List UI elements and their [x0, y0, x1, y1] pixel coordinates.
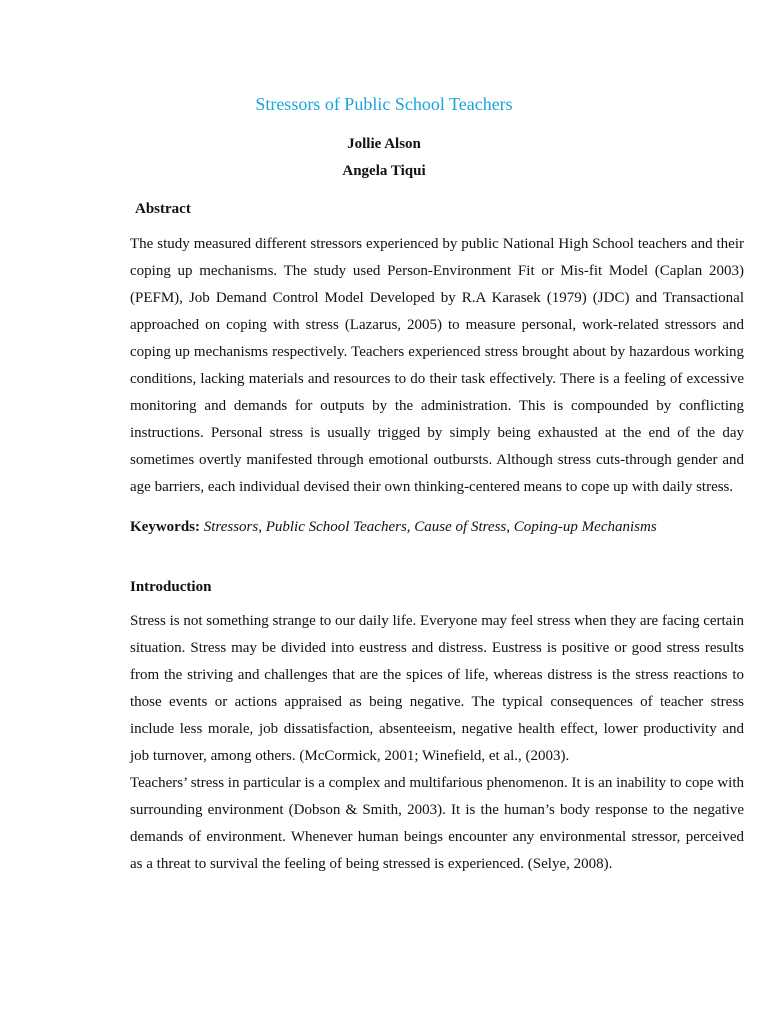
abstract-text: The study measured different stressors experienced by public National High School teachers and their coping up mechanisms. The study used Person-Environment Fit or Mis-fit Model (Caplan 2003) (PEFM), Job Demand Control Model Developed by R.A Karasek (1979) (JDC) and Transactional approached on coping with stress (Lazarus, 2005) to measure personal, work-related stressors and coping up mechanisms respectively. Teachers experienced stress brought about by hazardous working conditions, lacking materials and resources to do their task effectively. There is a feeling of excessive monitoring and demands for outputs by the administration. This is compounded by conflicting instructions. Personal stress is usually trigged by simply being exhausted at the end of the day sometimes overtly manifested through emotional outbursts. Although stress cuts-through gender and age barriers, each individual devised their own thinking-centered means to cope up with daily stress.	[130, 236, 744, 495]
abstract-heading: Abstract	[135, 201, 191, 217]
keywords-text: Stressors, Public School Teachers, Cause of Stress, Coping-up Mechanisms	[203, 519, 657, 535]
introduction-heading: Introduction	[130, 579, 212, 595]
keywords-label: Keywords:	[130, 519, 200, 535]
author-name: Angela Tiqui	[342, 163, 426, 179]
keywords-line	[130, 516, 744, 538]
introduction-paragraph: Stress is not something strange to our daily life. Everyone may feel stress when they are facing certain situation. Stress may be divided into eustress and distress. Eustress is positive or good stress results from the striving and challenges that are the spices of life, whereas distress is the stress reactions to those events or actions appraised as being negative. The typical consequences of teacher stress include less morale, job dissatisfaction, absenteeism, negative health effect, lower productivity and job turnover, among others. (McCormick, 2001; Winefield, et al., (2003).	[130, 613, 744, 764]
introduction-paragraph: Teachers’ stress in particular is a complex and multifarious phenomenon. It is an inability to cope with surrounding environment (Dobson & Smith, 2003). It is the human’s body response to the negative demands of environment. Whenever human beings encounter any environmental stressor, perceived as a threat to survival the feeling of being stressed is experienced. (Selye, 2008).	[130, 775, 744, 872]
paper-title: Stressors of Public School Teachers	[255, 94, 513, 114]
author-name: Jollie Alson	[347, 136, 421, 152]
